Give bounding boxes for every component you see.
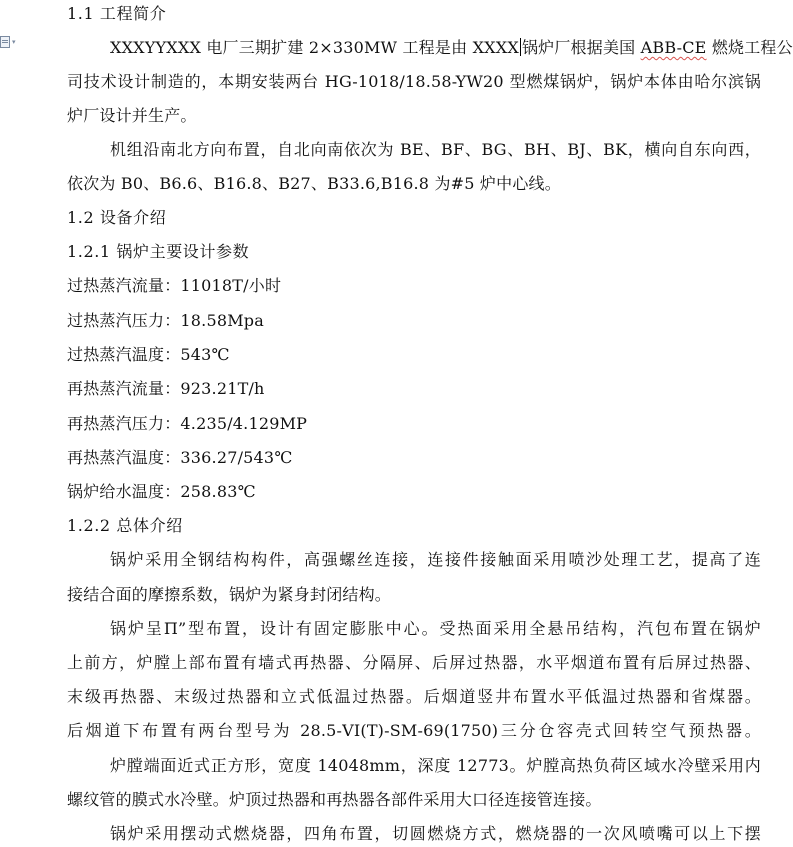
param-line: 再热蒸汽流量：923.21T/h (67, 379, 265, 398)
param-line: 再热蒸汽压力：4.235/4.129MP (67, 414, 308, 433)
paragraph-line: 后烟道下布置有两台型号为 28.5-VI(T)-SM-69(1750)三分仓容壳式回转空气预热器。 (67, 721, 761, 740)
section-heading-1-2-2: 1.2.2 总体介绍 (67, 516, 183, 535)
paragraph-line: 锅炉采用全钢结构构件，高强螺丝连接，连接件接触面采用喷沙处理工艺，提高了连 (110, 550, 761, 569)
paragraph-line: 机组沿南北方向布置，自北向南依次为 BE、BF、BG、BH、BJ、BK，横向自东向西， (110, 140, 761, 159)
document-icon (0, 36, 10, 48)
paragraph-line: 锅炉呈Π”型布置，设计有固定膨胀中心。受热面采用全悬吊结构，汽包布置在锅炉 (110, 619, 761, 638)
paragraph-line: 依次为 B0、B6.6、B16.8、B27、B33.6,B16.8 为#5 炉中心线。 (67, 174, 561, 193)
paragraph-line: 炉膛端面近式正方形，宽度 14048mm，深度 12773。炉膛高热负荷区域水冷壁采用内 (110, 756, 761, 775)
spellcheck-flagged-word[interactable]: ABB-CE (640, 38, 707, 57)
section-heading-1-2: 1.2 设备介绍 (67, 208, 167, 227)
param-line: 锅炉给水温度：258.83℃ (67, 482, 256, 501)
param-line: 再热蒸汽温度：336.27/543℃ (67, 448, 293, 467)
param-line: 过热蒸汽压力：18.58Mpa (67, 311, 264, 330)
paragraph-line: 炉厂设计并生产。 (67, 106, 197, 125)
chevron-down-icon: ▾ (12, 38, 16, 46)
param-line: 过热蒸汽温度：543℃ (67, 345, 230, 364)
paragraph-line: 末级再热器、末级过热器和立式低温过热器。后烟道竖井布置水平低温过热器和省煤器。 (67, 687, 761, 706)
section-heading-1-1: 1.1 工程简介 (67, 4, 167, 23)
paragraph-line: 接结合面的摩擦系数，锅炉为紧身封闭结构。 (67, 585, 392, 604)
paragraph-line: 螺纹管的膜式水冷壁。炉顶过热器和再热器各部件采用大口径连接管连接。 (67, 790, 602, 809)
paragraph-line[interactable]: XXXYYXXX 电厂三期扩建 2×330MW 工程是由 XXXX 锅炉厂根据美国 ABB-CE 燃烧工程公 (110, 38, 793, 57)
section-heading-1-2-1: 1.2.1 锅炉主要设计参数 (67, 242, 250, 261)
paragraph-line: 上前方，炉膛上部布置有墙式再热器、分隔屏、后屏过热器，水平烟道布置有后屏过热器、 (67, 653, 761, 672)
paragraph-line: 锅炉采用摆动式燃烧器，四角布置，切圆燃烧方式，燃烧器的一次风喷嘴可以上下摆 (110, 824, 761, 843)
paragraph-options-icon[interactable] (0, 34, 22, 50)
text-cursor (520, 38, 521, 56)
paragraph-line: 司技术设计制造的，本期安装两台 HG-1018/18.58-YW20 型燃煤锅炉，锅炉本体由哈尔滨锅 (67, 72, 761, 91)
param-line: 过热蒸汽流量：11018T/小时 (67, 276, 282, 295)
